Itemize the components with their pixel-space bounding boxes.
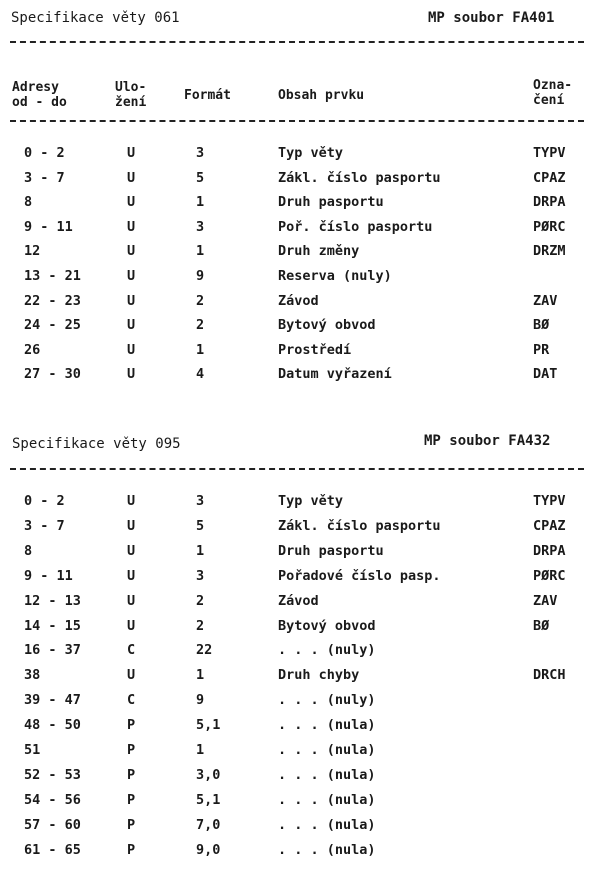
format-cell: 5 bbox=[196, 517, 205, 534]
content-cell: Závod bbox=[278, 292, 319, 309]
divider-top bbox=[10, 41, 584, 43]
address-cell: 12 bbox=[24, 243, 41, 260]
format-cell: 3 bbox=[196, 493, 205, 509]
format-cell: 4 bbox=[196, 366, 205, 383]
content-cell: . . . (nula) bbox=[278, 816, 376, 833]
label-cell: BØ bbox=[533, 617, 550, 634]
format-cell: 3 bbox=[196, 145, 205, 161]
content-cell: Prostředí bbox=[278, 341, 352, 358]
storage-cell: P bbox=[127, 742, 136, 758]
header-format: Formát bbox=[184, 88, 231, 103]
format-cell: 9 bbox=[196, 692, 205, 709]
section2-file: MP soubor FA432 bbox=[424, 433, 551, 449]
format-cell: 1 bbox=[196, 667, 205, 684]
content-cell: . . . (nula) bbox=[278, 717, 376, 734]
content-cell: . . . (nula) bbox=[278, 766, 376, 783]
format-cell: 2 bbox=[196, 617, 205, 634]
address-cell: 22 - 23 bbox=[24, 292, 81, 309]
address-cell: 0 - 2 bbox=[24, 493, 65, 509]
storage-cell: U bbox=[127, 617, 136, 634]
format-cell: 2 bbox=[196, 292, 205, 309]
storage-cell: U bbox=[127, 145, 136, 161]
storage-cell: U bbox=[127, 243, 136, 260]
address-cell: 9 - 11 bbox=[24, 567, 73, 584]
address-cell: 61 - 65 bbox=[24, 841, 81, 858]
section2-title: Specifikace věty 095 bbox=[12, 436, 181, 452]
address-cell: 27 - 30 bbox=[24, 366, 81, 383]
format-cell: 1 bbox=[196, 194, 205, 211]
content-cell: Pořadové číslo pasp. bbox=[278, 567, 441, 584]
address-cell: 9 - 11 bbox=[24, 218, 73, 235]
format-cell: 22 bbox=[196, 642, 213, 659]
label-cell: DRCH bbox=[533, 667, 566, 684]
section1-title: Specifikace věty 061 bbox=[11, 10, 180, 26]
storage-cell: P bbox=[127, 816, 136, 833]
address-cell: 16 - 37 bbox=[24, 642, 81, 659]
address-cell: 57 - 60 bbox=[24, 816, 81, 833]
storage-cell: U bbox=[127, 366, 136, 383]
address-cell: 26 bbox=[24, 341, 41, 358]
header-storage: Ulo- žení bbox=[115, 80, 147, 110]
content-cell: . . . (nuly) bbox=[278, 692, 376, 709]
label-cell: PØRC bbox=[533, 567, 566, 584]
label-cell: DRZM bbox=[533, 243, 566, 260]
storage-cell: U bbox=[127, 194, 136, 211]
content-cell: Reserva (nuly) bbox=[278, 268, 392, 284]
content-cell: Druh změny bbox=[278, 243, 360, 260]
address-cell: 3 - 7 bbox=[24, 517, 65, 534]
format-cell: 5 bbox=[196, 169, 205, 186]
address-cell: 54 - 56 bbox=[24, 791, 81, 808]
format-cell: 9 bbox=[196, 268, 205, 284]
storage-cell: U bbox=[127, 268, 136, 284]
storage-cell: U bbox=[127, 542, 136, 559]
storage-cell: U bbox=[127, 567, 136, 584]
header-address: Adresy od - do bbox=[12, 80, 67, 110]
address-cell: 12 - 13 bbox=[24, 592, 81, 609]
content-cell: . . . (nuly) bbox=[278, 642, 376, 659]
storage-cell: C bbox=[127, 692, 136, 709]
label-cell: TYPV bbox=[533, 493, 566, 509]
label-cell: ZAV bbox=[533, 592, 558, 609]
content-cell: Druh pasportu bbox=[278, 542, 384, 559]
address-cell: 8 bbox=[24, 194, 33, 211]
address-cell: 38 bbox=[24, 667, 41, 684]
content-cell: Bytový obvod bbox=[278, 317, 376, 334]
storage-cell: U bbox=[127, 169, 136, 186]
address-cell: 3 - 7 bbox=[24, 169, 65, 186]
storage-cell: U bbox=[127, 667, 136, 684]
storage-cell: U bbox=[127, 592, 136, 609]
content-cell: Typ věty bbox=[278, 493, 344, 509]
label-cell: DRPA bbox=[533, 542, 566, 559]
label-cell: TYPV bbox=[533, 145, 566, 161]
storage-cell: P bbox=[127, 766, 136, 783]
storage-cell: U bbox=[127, 517, 136, 534]
address-cell: 8 bbox=[24, 542, 33, 559]
header-content: Obsah prvku bbox=[278, 88, 365, 103]
storage-cell: U bbox=[127, 317, 136, 334]
divider-section2 bbox=[10, 468, 584, 470]
content-cell: Poř. číslo pasportu bbox=[278, 218, 433, 235]
label-cell: DAT bbox=[533, 366, 558, 383]
content-cell: . . . (nula) bbox=[278, 791, 376, 808]
label-cell: PØRC bbox=[533, 218, 566, 235]
address-cell: 14 - 15 bbox=[24, 617, 81, 634]
content-cell: Zákl. číslo pasportu bbox=[278, 517, 441, 534]
section1-file: MP soubor FA401 bbox=[428, 10, 555, 26]
content-cell: Závod bbox=[278, 592, 319, 609]
content-cell: . . . (nula) bbox=[278, 742, 376, 758]
divider-header bbox=[10, 120, 584, 122]
storage-cell: U bbox=[127, 218, 136, 235]
format-cell: 3 bbox=[196, 218, 205, 235]
storage-cell: U bbox=[127, 493, 136, 509]
address-cell: 13 - 21 bbox=[24, 268, 81, 284]
format-cell: 5,1 bbox=[196, 717, 221, 734]
label-cell: BØ bbox=[533, 317, 550, 334]
format-cell: 7,0 bbox=[196, 816, 221, 833]
storage-cell: P bbox=[127, 717, 136, 734]
format-cell: 1 bbox=[196, 542, 205, 559]
address-cell: 52 - 53 bbox=[24, 766, 81, 783]
storage-cell: U bbox=[127, 292, 136, 309]
address-cell: 39 - 47 bbox=[24, 692, 81, 709]
address-cell: 48 - 50 bbox=[24, 717, 81, 734]
format-cell: 3,0 bbox=[196, 766, 221, 783]
content-cell: Datum vyřazení bbox=[278, 366, 392, 383]
label-cell: CPAZ bbox=[533, 169, 566, 186]
storage-cell: C bbox=[127, 642, 136, 659]
format-cell: 1 bbox=[196, 243, 205, 260]
content-cell: Druh chyby bbox=[278, 667, 360, 684]
address-cell: 0 - 2 bbox=[24, 145, 65, 161]
storage-cell: P bbox=[127, 791, 136, 808]
storage-cell: P bbox=[127, 841, 136, 858]
format-cell: 1 bbox=[196, 742, 205, 758]
header-label: Ozna- čení bbox=[533, 78, 573, 108]
label-cell: ZAV bbox=[533, 292, 558, 309]
label-cell: PR bbox=[533, 341, 550, 358]
address-cell: 51 bbox=[24, 742, 41, 758]
label-cell: DRPA bbox=[533, 194, 566, 211]
format-cell: 1 bbox=[196, 341, 205, 358]
format-cell: 5,1 bbox=[196, 791, 221, 808]
format-cell: 3 bbox=[196, 567, 205, 584]
content-cell: Zákl. číslo pasportu bbox=[278, 169, 441, 186]
format-cell: 9,0 bbox=[196, 841, 221, 858]
address-cell: 24 - 25 bbox=[24, 317, 81, 334]
label-cell: CPAZ bbox=[533, 517, 566, 534]
content-cell: Typ věty bbox=[278, 145, 344, 161]
content-cell: . . . (nula) bbox=[278, 841, 376, 858]
content-cell: Druh pasportu bbox=[278, 194, 384, 211]
content-cell: Bytový obvod bbox=[278, 617, 376, 634]
format-cell: 2 bbox=[196, 592, 205, 609]
storage-cell: U bbox=[127, 341, 136, 358]
format-cell: 2 bbox=[196, 317, 205, 334]
